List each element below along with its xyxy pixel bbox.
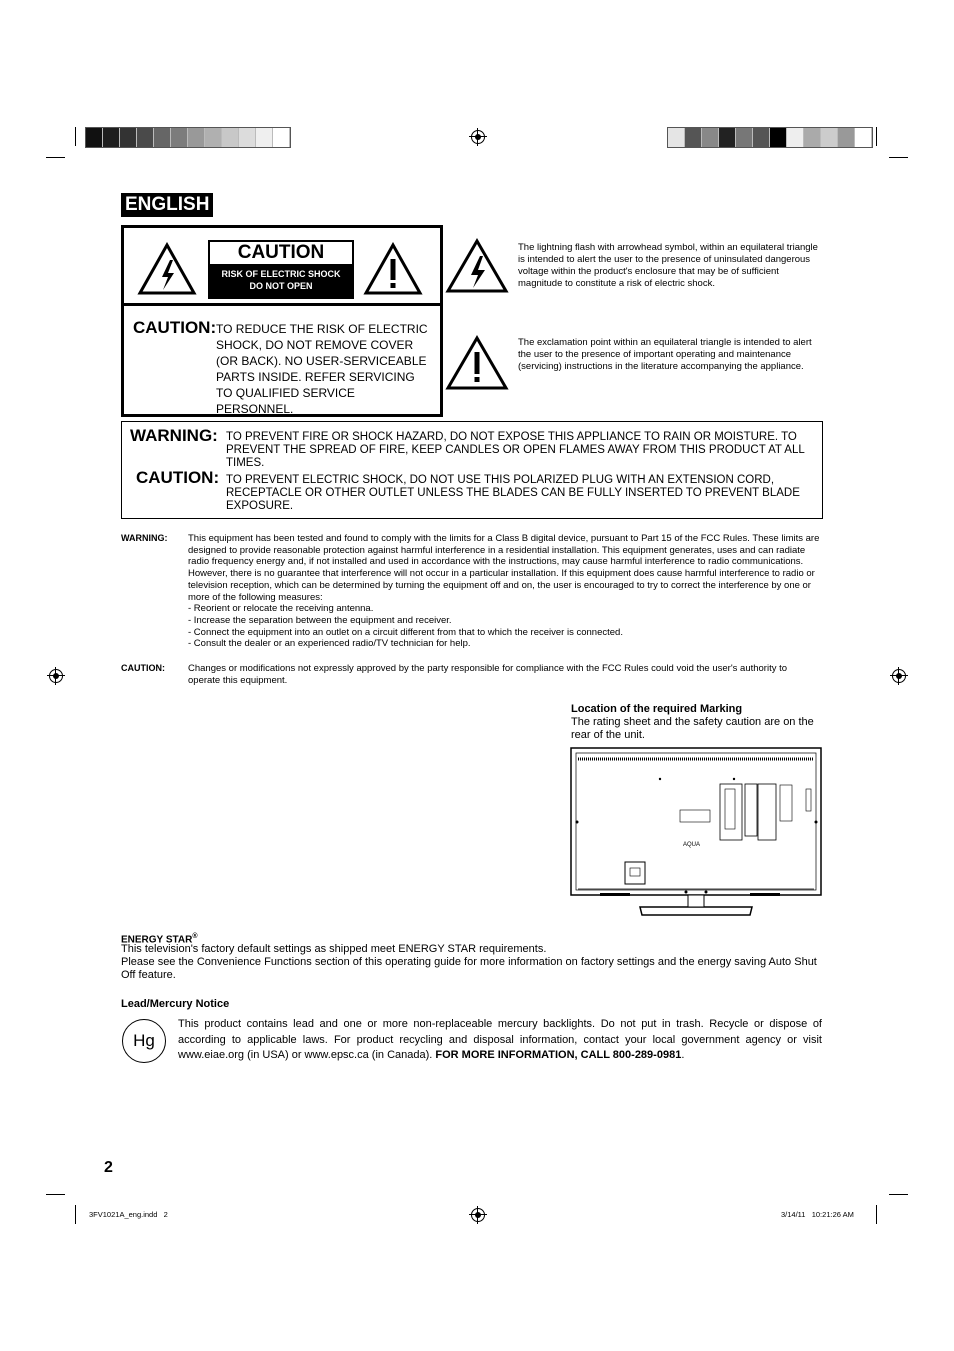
registration-mark-icon <box>892 669 906 683</box>
caution-sub-line: DO NOT OPEN <box>249 281 313 291</box>
fcc-measure: - Consult the dealer or an experienced radio/TV technician for help. <box>188 638 471 650</box>
mercury-title: Lead/Mercury Notice <box>121 998 230 1010</box>
file-slug: 3FV1021A_eng.indd 2 <box>89 1210 168 1219</box>
hg-mercury-icon: Hg <box>122 1019 166 1063</box>
registration-mark-icon <box>49 669 63 683</box>
fcc-measure: - Reorient or relocate the receiving antenna. <box>188 603 374 615</box>
warning-box <box>121 421 823 519</box>
warning-heading: WARNING: <box>130 426 218 445</box>
svg-text:AQUA: AQUA <box>683 842 701 848</box>
warning-text: TO PREVENT FIRE OR SHOCK HAZARD, DO NOT EXPOSE THIS APPLIANCE TO RAIN OR MOISTURE. TO PREVENT THE SPREAD OF FIRE, KEEP CANDLES OR OPEN FLAMES AWAY FROM THIS PRODUCT AT ALL TIMES. <box>226 431 805 469</box>
registered-mark: ® <box>192 933 198 940</box>
fcc-paragraph: This equipment has been tested and found to comply with the limits for a Class B digital device, pursuant to Part 15 of the FCC Rules. These limits are designed to provide reasonable protection against harmful interference in a residential installation. This equipment generates, uses and can radiate radio frequency energy and, if not installed and used in accordance with the instructions, may cause harmful interference to radio communications. <box>188 533 820 568</box>
energy-star-title-text: ENERGY STAR <box>121 934 193 946</box>
lightning-explanation: The lightning flash with arrowhead symbol, within an equilateral triangle is intended to alert the user to the presence of uninsulated dangerous voltage within the product's enclosure that may be of sufficient magnitude to constitute a risk of electric shock. <box>518 242 818 289</box>
caution-heading: CAUTION: <box>133 318 217 337</box>
energy-star-text <box>121 943 821 982</box>
crop-mark <box>889 157 908 158</box>
energy-star-line: This television's factory default settings as shipped meet ENERGY STAR requirements. <box>121 943 547 955</box>
crop-mark <box>876 1205 877 1224</box>
crop-mark <box>46 157 65 158</box>
energy-star-line: Please see the Convenience Functions section of this operating guide for more information on factory settings and the energy saving Auto Shut Off feature. <box>121 956 817 981</box>
location-title: Location of the required Marking <box>571 703 743 715</box>
exclamation-warning-icon <box>363 242 423 296</box>
caution-label-tag <box>208 240 354 299</box>
caution-text: TO REDUCE THE RISK OF ELECTRIC SHOCK, DO NOT REMOVE COVER (OR BACK). NO USER-SERVICEABLE PARTS INSIDE. REFER SERVICING TO QUALIFIED SERVICE PERSONNEL. <box>216 322 428 416</box>
crop-mark <box>75 127 76 146</box>
mercury-end: . <box>681 1049 685 1061</box>
color-bar-right <box>667 127 873 148</box>
page-number: 2 <box>104 1159 113 1176</box>
exclamation-warning-icon <box>445 335 509 391</box>
divider <box>124 303 440 306</box>
crop-mark <box>75 1205 76 1224</box>
timestamp: 3/14/11 10:21:26 AM <box>781 1210 854 1219</box>
caution-heading: CAUTION: <box>136 468 220 487</box>
caution-sub-line: RISK OF ELECTRIC SHOCK <box>221 269 341 279</box>
caution-title: CAUTION <box>237 242 325 263</box>
caution-box <box>121 225 443 417</box>
mercury-text <box>178 1017 822 1064</box>
fcc-measure: - Connect the equipment into an outlet on a circuit different from that to which the receiver is connected. <box>188 626 623 638</box>
fcc-measure: - Increase the separation between the equipment and receiver. <box>188 614 452 626</box>
exclamation-explanation: The exclamation point within an equilateral triangle is intended to alert the user to the presence of important operating and maintenance (servicing) instructions in the literature accompanying the appliance. <box>518 337 812 372</box>
fcc-warning-body <box>188 533 820 650</box>
lightning-warning-icon <box>445 238 509 294</box>
registration-mark-icon <box>471 130 485 144</box>
crop-mark <box>876 127 877 146</box>
mercury-body: This product contains lead and one or more non-replaceable mercury backlights. Do not put in trash. Recycle or dispose of according to applicable laws. For product recycling and disposal information, contact your local government agency or visit www.eiae.org (in USA) or www.epsc.ca (in Canada). <box>178 1018 822 1061</box>
tv-rear-diagram <box>570 747 823 919</box>
crop-mark <box>889 1194 908 1195</box>
fcc-paragraph: However, there is no guarantee that interference will not occur in a particular installation. If this equipment does cause harmful interference to radio or television reception, which can be determined by turning the equipment off and on, the user is encouraged to try to correct the interference by one or more of the following measures: <box>188 568 815 603</box>
caution-text: TO PREVENT ELECTRIC SHOCK, DO NOT USE THIS POLARIZED PLUG WITH AN EXTENSION CORD, RECEPTACLE OR OTHER OUTLET UNLESS THE BLADES CAN BE FULLY INSERTED TO PREVENT BLADE EXPOSURE. <box>226 474 800 512</box>
caution-subtitle <box>210 264 352 297</box>
language-tab: ENGLISH <box>121 193 213 217</box>
color-bar-left <box>85 127 291 148</box>
crop-mark <box>46 1194 65 1195</box>
fcc-warning-label: WARNING: <box>121 533 168 543</box>
lightning-warning-icon <box>137 242 197 296</box>
fcc-caution-text: Changes or modifications not expressly approved by the party responsible for compliance with the FCC Rules could void the user's authority to operate this equipment. <box>188 663 788 686</box>
mercury-phone: FOR MORE INFORMATION, CALL 800-289-0981 <box>435 1049 682 1061</box>
registration-mark-icon <box>471 1208 485 1222</box>
fcc-caution-label: CAUTION: <box>121 663 165 673</box>
location-text: The rating sheet and the safety caution are on the rear of the unit. <box>571 716 814 741</box>
